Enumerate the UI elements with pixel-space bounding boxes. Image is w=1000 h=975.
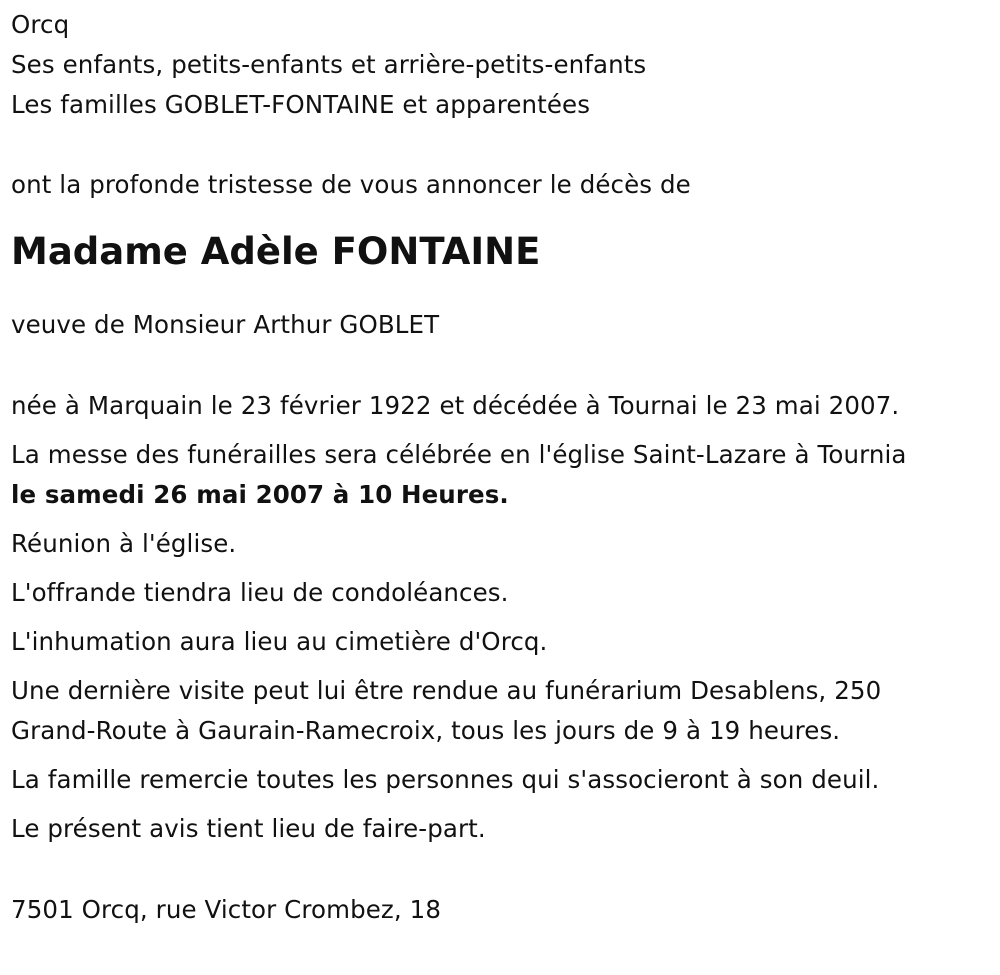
visit-text-line-1: Une dernière visite peut lui être rendue au funérarium Desablens, 250 [11, 676, 882, 705]
visit-text-line-2: Grand-Route à Gaurain-Ramecroix, tous les jours de 9 à 19 heures. [11, 716, 841, 745]
meeting-text: Réunion à l'église. [11, 529, 237, 558]
burial-text: L'inhumation aura lieu au cimetière d'Orcq. [11, 627, 548, 656]
birth-death-text: née à Marquain le 23 février 1922 et décédée à Tournai le 23 mai 2007. [11, 391, 900, 420]
faire-part-text: Le présent avis tient lieu de faire-part. [11, 814, 486, 843]
widow-of-text: veuve de Monsieur Arthur GOBLET [11, 310, 440, 339]
address-text: 7501 Orcq, rue Victor Crombez, 18 [11, 895, 442, 924]
funeral-text: La messe des funérailles sera célébrée en l'église Saint-Lazare à Tournia [11, 440, 907, 469]
thanks-text: La famille remercie toutes les personnes qui s'associeront à son deuil. [11, 765, 880, 794]
death-notice [11, 0, 991, 930]
funeral-date-time: le samedi 26 mai 2007 à 10 Heures. [11, 480, 509, 509]
family-line-relatives: Les familles GOBLET-FONTAINE et apparentées [11, 90, 591, 119]
place-heading: Orcq [11, 10, 70, 39]
family-line-children: Ses enfants, petits-enfants et arrière-petits-enfants [11, 50, 647, 79]
offering-text: L'offrande tiendra lieu de condoléances. [11, 578, 509, 607]
deceased-name: Madame Adèle FONTAINE [11, 230, 541, 273]
announcement-text: ont la profonde tristesse de vous annoncer le décès de [11, 170, 691, 199]
